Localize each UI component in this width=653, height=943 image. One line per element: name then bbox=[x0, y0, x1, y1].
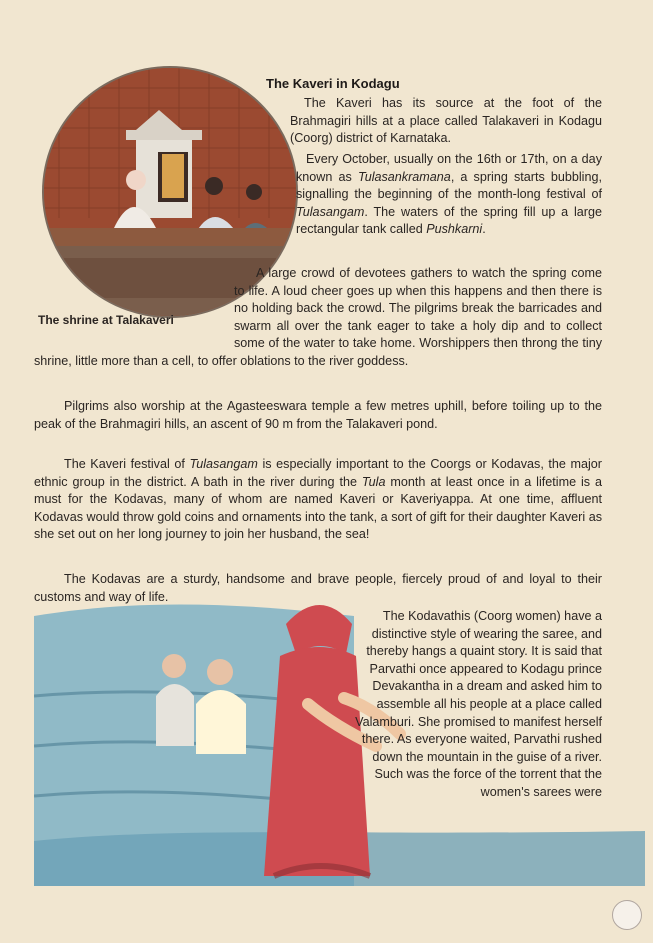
image-caption: The shrine at Talakaveri bbox=[38, 313, 174, 327]
paragraph-2-text-b: , a spring starts bubbling, signalling the beginning of the month-long festival of bbox=[296, 169, 602, 202]
paragraph-2-text-a: Every October, usually on the 16th or 17th, on a day known as bbox=[296, 152, 602, 184]
paragraph-6-text: The Kodavas are a sturdy, handsome and brave people, fiercely proud of and loyal to their customs and way of life. bbox=[34, 572, 602, 604]
publisher-logo-icon bbox=[612, 900, 642, 930]
paragraph-2-italic-3: Pushkarni bbox=[426, 222, 483, 237]
paragraph-1-text: The Kaveri has its source at the foot of the Brahmagiri hills at a place called Talakaveri in Kodagu (Coorg) district of Karnataka. bbox=[290, 96, 602, 146]
paragraph-5 bbox=[34, 456, 602, 544]
paragraph-2-italic-1: Tulasankramana bbox=[357, 169, 451, 184]
paragraph-2-text-d: . bbox=[482, 222, 486, 237]
paragraph-4 bbox=[34, 398, 602, 433]
paragraph-5-text-c: month at least once in a lifetime is a must for the Kodavas, many of whom are named Kaveri or Kaveriyappa. At one time, affluent Kodavas would throw gold coins and ornaments into the tank, a sort of gift for their daughter Kaveri as she set out on her long journey to join her husband, the sea! bbox=[34, 474, 603, 542]
paragraph-3-text: A large crowd of devotees gathers to watch the spring come to life. A loud cheer goes up when this happens and then there is no holding back the crowd. The pilgrims break the barricades and swarm all over the tank eager to take a holy dip and to collect some of the water to take home. Worshippers then throng the tiny shrine, little more than a cell, to offer oblations to the river goddess. bbox=[34, 266, 602, 368]
article-title: The Kaveri in Kodagu bbox=[266, 76, 400, 91]
paragraph-5-italic-1: Tulasangam bbox=[189, 457, 258, 471]
paragraph-2-italic-2: Tulasangam bbox=[296, 204, 365, 219]
paragraph-2-text-c: . The waters of the spring fill up a large rectangular tank called bbox=[296, 204, 602, 237]
paragraph-5-text-a: The Kaveri festival of bbox=[64, 457, 190, 471]
paragraph-6 bbox=[34, 571, 602, 606]
paragraph-1 bbox=[290, 95, 602, 148]
paragraph-3 bbox=[34, 265, 602, 371]
paragraph-5-text-b: is especially important to the Coorgs or Kodavas, the major ethnic group in the district. A bath in the river during the bbox=[34, 457, 603, 489]
paragraph-5-italic-2: Tula bbox=[361, 474, 386, 489]
paragraph-7 bbox=[350, 608, 602, 802]
paragraph-4-text: Pilgrims also worship at the Agasteeswara temple a few metres uphill, before toiling up to the peak of the Brahmagiri hills, an ascent of 90 m from the Talakaveri pond. bbox=[34, 399, 602, 431]
paragraph-2 bbox=[296, 151, 602, 239]
paragraph-7-text: The Kodavathis (Coorg women) have a distinctive style of wearing the saree, and thereby hangs a quaint story. It is said that Parvathi once appeared to Kodagu prince Devakantha in a dream and asked him to assemble all his people at a place called Valamburi. She promised to manifest herself there. As everyone waited, Parvathi rushed down the mountain in the guise of a river. Such was the force of the torrent that the women's sarees were bbox=[355, 609, 602, 799]
